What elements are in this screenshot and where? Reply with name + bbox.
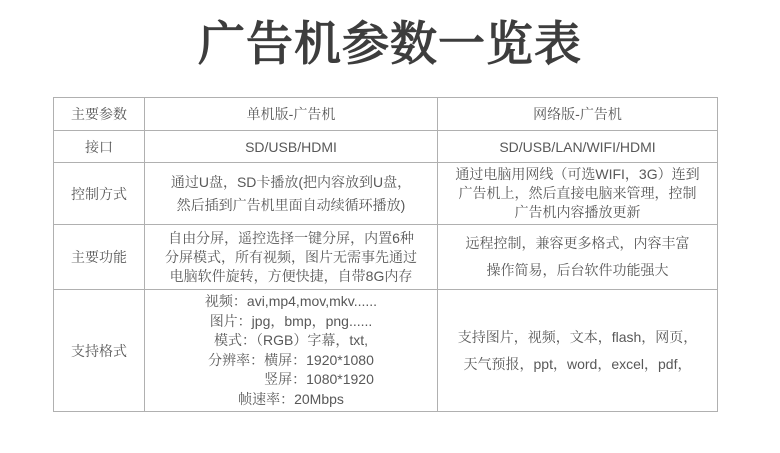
cell-line: 图片：jpg，bmp，png...... [209,312,373,329]
cell-line: 视频：avi,mp4,mov,mkv...... [204,293,378,309]
cell-param-format: 支持格式 [54,290,145,412]
cell-line: 帧速率：20Mbps [238,390,344,407]
table-row-format [54,290,718,412]
cell-line: 通过电脑用网线（可选WIFI，3G）连到 [455,166,700,182]
cell-line: 支持图片，视频，文本，flash，网页， [457,328,698,345]
cell-network-function [438,225,718,290]
cell-standalone-format [145,290,438,412]
cell-line: 模式：（RGB）字幕，txt, [213,332,368,348]
cell-network-format [438,290,718,412]
table-row-function [54,225,718,290]
params-table [53,97,718,412]
header-cell-param: 主要参数 [54,98,145,131]
table-row-interface [54,131,718,163]
cell-standalone-function [145,225,438,290]
cell-network-control [438,163,718,225]
cell-line: 操作简易，后台软件功能强大 [486,262,669,278]
header-cell-standalone: 单机版-广告机 [145,98,438,131]
cell-standalone-control [145,163,438,225]
header-cell-network: 网络版-广告机 [438,98,718,131]
cell-line: 广告机内容播放更新 [514,204,641,220]
table-row-control [54,163,718,225]
cell-line: 竖屏：1080*1920 [208,371,374,387]
cell-param-control: 控制方式 [54,163,145,225]
cell-line: 然后插到广告机里面自动续循环播放) [176,196,406,213]
page-title: 广告机参数一览表 [198,17,582,70]
table-header-row [54,98,718,131]
cell-param-function: 主要功能 [54,225,145,290]
cell-line: 天气预报，ppt，word，excel，pdf， [463,355,692,372]
cell-line: 电脑软件旋转，方便快捷，自带8G内存 [169,267,413,284]
cell-line: 分屏模式，所有视频，图片无需事先通过 [165,248,417,265]
cell-param-interface: 接口 [54,131,145,163]
cell-line: 分辨率：横屏：1920*1080 [208,351,374,368]
cell-line: 远程控制，兼容更多格式，内容丰富 [465,235,690,251]
cell-network-interface: SD/USB/LAN/WIFI/HDMI [438,131,718,163]
cell-line: 自由分屏，遥控选择一键分屏，内置6种 [168,229,414,246]
cell-standalone-interface: SD/USB/HDMI [145,131,438,163]
cell-line: 通过U盘，SD卡播放(把内容放到U盘， [170,173,412,190]
cell-line: 广告机上，然后直接电脑来管理，控制 [458,185,697,201]
